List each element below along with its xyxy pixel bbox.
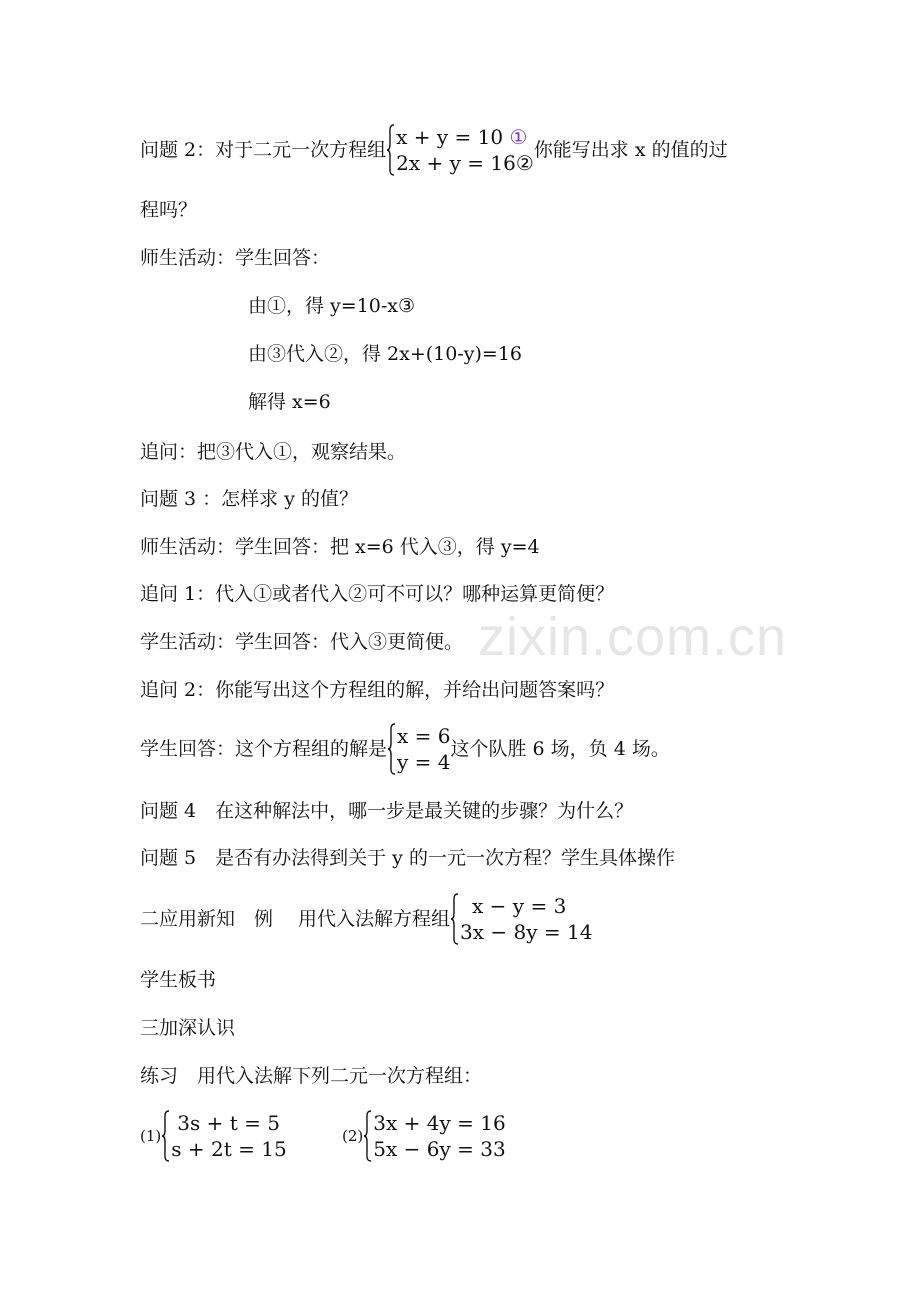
question-5: 问题 5 是否有办法得到关于 y 的一元一次方程？学生具体操作 [140,847,675,869]
question-4: 问题 4 在这种解法中，哪一步是最关键的步骤？为什么？ [140,800,634,822]
left-brace-icon [161,1110,171,1162]
equation-row: 3x − 8y = 14 [460,920,593,944]
exercise-system [161,1110,286,1162]
exercise-2 [342,1110,506,1162]
question-2-line [140,124,728,176]
exercise-1 [140,1110,287,1162]
equation-row: y = 4 [397,750,451,774]
left-brace-icon [363,1110,373,1162]
exercise-number: (2) [342,1127,364,1145]
board-heading: 学生板书 [140,969,217,991]
example-system [450,893,592,945]
exercise-system [363,1110,505,1162]
answer-text-tail: 这个队胜 6 场，负 4 场。 [450,738,670,760]
activity-heading: 师生活动：学生回答： [140,247,331,269]
question-2-continuation: 程吗？ [140,199,198,221]
solution-step: 由③代入②，得 2x+(10-y)=16 [248,343,523,365]
equation-system-1 [386,124,534,176]
followup-question-1: 追问 1：代入①或者代入②可不可以？哪种运算更简便？ [140,583,615,605]
practice-heading: 练习 用代入法解下列二元一次方程组： [140,1065,483,1087]
watermark: zixin.com.cn [478,607,788,667]
equation-row: 2x + y = 16② [396,151,534,175]
left-brace-icon [387,723,397,775]
apply-example-line [140,893,592,945]
followup-question: 追问：把③代入①，观察结果。 [140,441,407,463]
equation-row: 3x + 4y = 16 [373,1111,506,1135]
question-2-text-tail: 你能写出求 x 的值的过 [533,139,728,161]
student-answer-line [140,723,670,775]
apply-text: 二应用新知 例 用代入法解方程组 [140,908,451,930]
equation-row: x + y = 10 ① [396,125,528,149]
equation-row: x = 6 [397,724,451,748]
left-brace-icon [450,893,460,945]
left-brace-icon [386,124,396,176]
answer-text: 学生回答：这个方程组的解是 [140,738,388,760]
equation-row: 3s + t = 5 [177,1111,280,1135]
followup-question-2: 追问 2：你能写出这个方程组的解，并给出问题答案吗？ [140,679,615,701]
equation-row: x − y = 3 [472,894,567,918]
exercise-number: (1) [140,1127,162,1145]
equation-row: s + 2t = 15 [171,1137,287,1161]
activity-answer: 师生活动：学生回答：把 x=6 代入③，得 y=4 [140,536,540,558]
section-heading: 三加深认识 [140,1017,236,1039]
solution-step: 由①，得 y=10-x③ [248,295,416,317]
student-activity: 学生活动：学生回答：代入③更简便。 [140,631,464,653]
equation-row: 5x − 6y = 33 [373,1137,506,1161]
solution-step: 解得 x=6 [248,391,331,413]
question-2-text: 问题 2：对于二元一次方程组 [140,139,387,161]
question-3: 问题 3 ：怎样求 y 的值？ [140,488,358,510]
solution-system [387,723,451,775]
